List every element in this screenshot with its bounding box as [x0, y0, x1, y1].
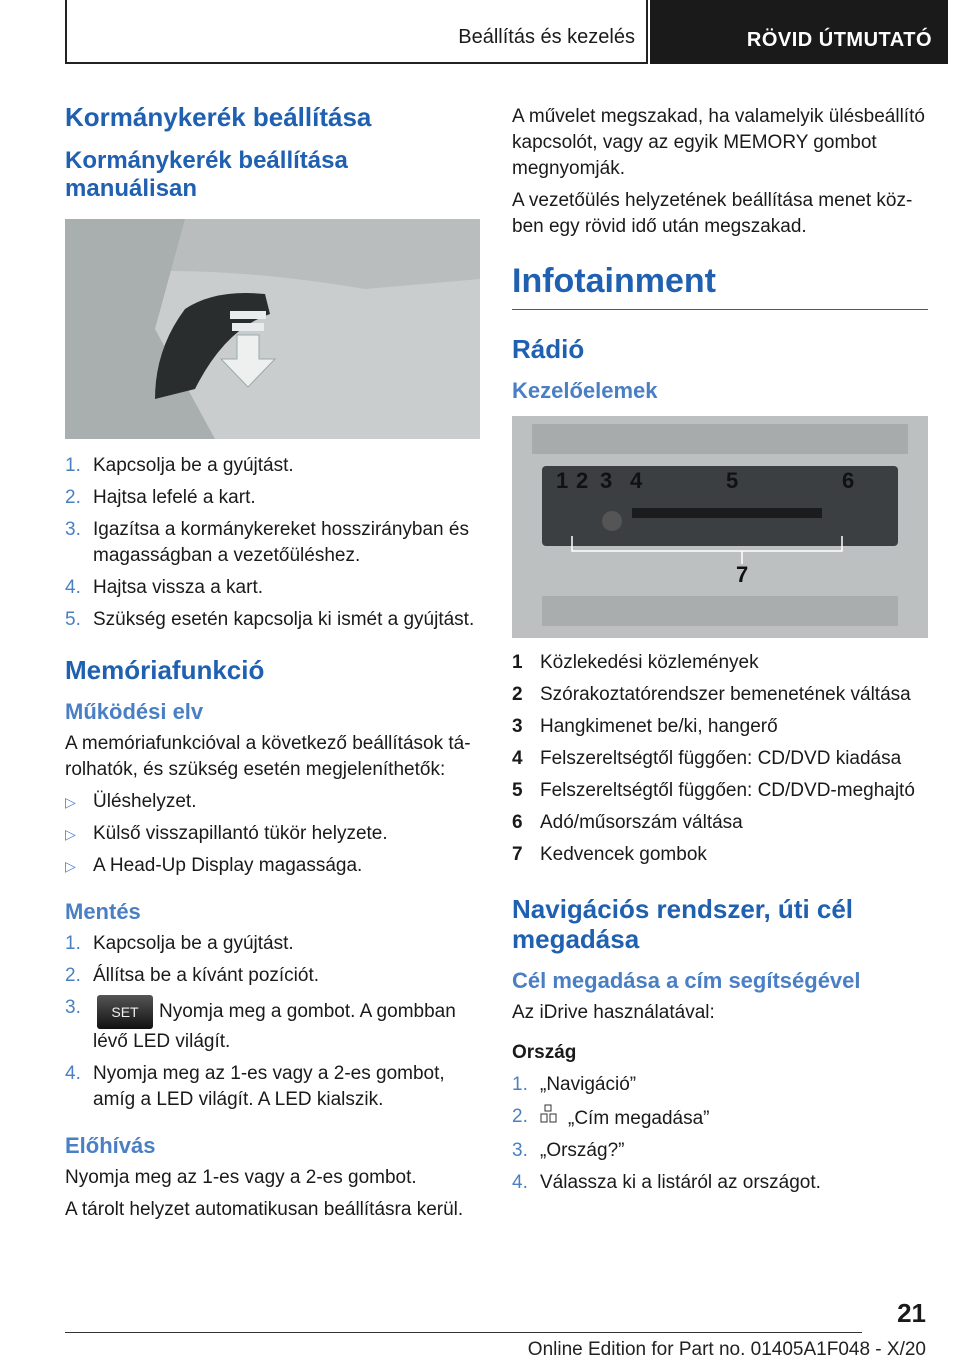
list-item — [512, 650, 928, 676]
list-item — [65, 485, 480, 511]
step-number: 4. — [65, 577, 81, 598]
step-number: 3. — [65, 519, 81, 540]
list-item — [65, 789, 480, 815]
interrupt-text-2: A vezetőülés helyzetének beállítása menet köz-ben egy rövid idő után megszakad. — [512, 190, 913, 237]
subsection-title-radio: Rádió — [512, 334, 585, 364]
list-item — [65, 963, 480, 989]
callout-4: 4 — [630, 468, 643, 493]
recall-text-2: A tárolt helyzet automatikusan beállításra kerül. — [65, 1199, 464, 1220]
principle-text: A memóriafunkcióval a következő beállítások tá-rolhatók, és szükség esetén megjeleníthetők: — [65, 733, 471, 780]
interrupt-text-1: A művelet megszakad, ha valamelyik ülésbeállító kapcsolót, vagy az egyik MEMORY gombot megnyomják. — [512, 106, 925, 179]
step-text: „Navigáció” — [540, 1074, 637, 1095]
set-button-icon: SET — [97, 995, 153, 1029]
subsection-title-recall: Előhívás — [65, 1133, 156, 1158]
control-text: Felszereltségtől függően: CD/DVD-meghajtó — [540, 780, 915, 801]
control-number: 1 — [512, 652, 523, 673]
control-text: Felszereltségtől függően: CD/DVD kiadása — [540, 748, 902, 769]
controls-list — [512, 650, 928, 868]
section-title-steering: Kormánykerék beállítása — [65, 102, 372, 132]
list-item — [512, 778, 928, 804]
bullet-text: Üléshelyzet. — [93, 791, 197, 812]
callout-2: 2 — [576, 468, 589, 493]
radio-panel-drawing — [512, 416, 928, 638]
recall-text-1: Nyomja meg az 1-es vagy a 2-es gombot. — [65, 1167, 417, 1188]
step-number: 2. — [65, 487, 81, 508]
list-item — [512, 1170, 928, 1196]
control-text: Hangkimenet be/ki, hangerő — [540, 716, 778, 737]
triangle-bullet-icon: ▷ — [65, 826, 76, 842]
section-title-infotainment: Infotainment — [512, 262, 928, 310]
list-item — [512, 842, 928, 868]
step-text: „Cím megadása” — [568, 1108, 710, 1129]
header-tag — [650, 0, 948, 64]
list-item — [512, 714, 928, 740]
list-item — [512, 1072, 928, 1098]
steering-lever-drawing — [65, 219, 480, 439]
memory-bullet-list — [65, 789, 480, 879]
triangle-bullet-icon: ▷ — [65, 794, 76, 810]
list-item — [65, 517, 480, 569]
step-text: Nyomja meg az 1-es vagy a 2-es gombot, amíg a LED világít. A LED kialszik. — [93, 1063, 445, 1110]
step-number: 3. — [65, 997, 81, 1018]
step-text: Válassza ki a listáról az országot. — [540, 1172, 821, 1193]
list-item — [65, 821, 480, 847]
list-item — [65, 575, 480, 601]
section-title-navigation: Navigációs rendszer, úti cél megadása — [512, 894, 854, 954]
list-item — [65, 607, 480, 633]
step-number: 3. — [512, 1140, 528, 1161]
step-number: 4. — [512, 1172, 528, 1193]
address-text: Az iDrive használatával: — [512, 1002, 715, 1023]
control-text: Közlekedési közlemények — [540, 652, 759, 673]
steps-steering-list — [65, 453, 480, 633]
triangle-bullet-icon: ▷ — [65, 858, 76, 874]
step-number: 2. — [65, 965, 81, 986]
list-item — [65, 453, 480, 479]
list-item — [512, 1104, 928, 1132]
country-steps-list — [512, 1072, 928, 1196]
step-text: Kapcsolja be a gyújtást. — [93, 455, 294, 476]
control-text: Adó/műsorszám váltása — [540, 812, 743, 833]
footer-edition: Online Edition for Part no. 01405A1F048 - X/20 — [527, 1339, 926, 1360]
subsection-title-address: Cél megadása a cím segítségével — [512, 968, 861, 993]
control-text: Kedvencek gombok — [540, 844, 707, 865]
control-number: 3 — [512, 716, 523, 737]
control-number: 7 — [512, 844, 523, 865]
callout-3: 3 — [600, 468, 613, 493]
list-item — [512, 810, 928, 836]
step-number: 1. — [65, 455, 81, 476]
step-text: Hajtsa vissza a kart. — [93, 577, 263, 598]
list-item — [512, 1138, 928, 1164]
step-number: 1. — [512, 1074, 528, 1095]
list-item — [65, 1061, 480, 1113]
list-item — [65, 995, 480, 1055]
step-text: „Ország?” — [540, 1140, 625, 1161]
subsection-title-save: Mentés — [65, 899, 141, 924]
callout-7: 7 — [736, 562, 749, 587]
list-item — [65, 931, 480, 957]
bullet-text: Külső visszapillantó tükör helyzete. — [93, 823, 388, 844]
right-column — [512, 104, 928, 1202]
control-number: 2 — [512, 684, 523, 705]
control-text: Szórakoztatórendszer bemenetének váltása — [540, 684, 911, 705]
callout-1: 1 — [556, 468, 569, 493]
bullet-text: A Head-Up Display magassága. — [93, 855, 363, 876]
radio-controls-illustration — [512, 416, 928, 638]
control-number: 5 — [512, 780, 523, 801]
address-entry-icon — [540, 1104, 560, 1132]
step-text: Szükség esetén kapcsolja ki ismét a gyújtást. — [93, 609, 475, 630]
steering-lever-illustration — [65, 219, 480, 439]
control-number: 6 — [512, 812, 523, 833]
step-text: Állítsa be a kívánt pozíciót. — [93, 965, 320, 986]
subsection-title-controls: Kezelőelemek — [512, 378, 658, 403]
step-number: 1. — [65, 933, 81, 954]
step-text: Igazítsa a kormánykereket hosszirányban és magasságban a vezetőüléshez. — [93, 519, 469, 566]
control-number: 4 — [512, 748, 523, 769]
list-item — [512, 746, 928, 772]
left-column — [65, 92, 480, 1229]
subsection-title-principle: Működési elv — [65, 699, 204, 724]
callout-6: 6 — [842, 468, 855, 493]
header-tag-label: RÖVID ÚTMUTATÓ — [746, 29, 932, 51]
step-number: 5. — [65, 609, 81, 630]
step-number: 4. — [65, 1063, 81, 1084]
step-text: Nyomja meg a gombot. A gombban lévő LED világít. — [93, 1001, 456, 1052]
header-section-title: Beállítás és kezelés — [458, 26, 635, 48]
list-item — [65, 853, 480, 879]
footer-divider — [65, 1332, 862, 1333]
step-text: Kapcsolja be a gyújtást. — [93, 933, 294, 954]
country-title: Ország — [512, 1042, 577, 1063]
list-item — [512, 682, 928, 708]
page-number: 21 — [897, 1298, 926, 1328]
callout-5: 5 — [726, 468, 739, 493]
step-number: 2. — [512, 1106, 528, 1127]
save-steps-list — [65, 931, 480, 1113]
section-title-memory: Memóriafunkció — [65, 655, 265, 685]
step-text: Hajtsa lefelé a kart. — [93, 487, 256, 508]
subsection-title-manual: Kormánykerék beállítása manuálisan — [65, 147, 348, 202]
